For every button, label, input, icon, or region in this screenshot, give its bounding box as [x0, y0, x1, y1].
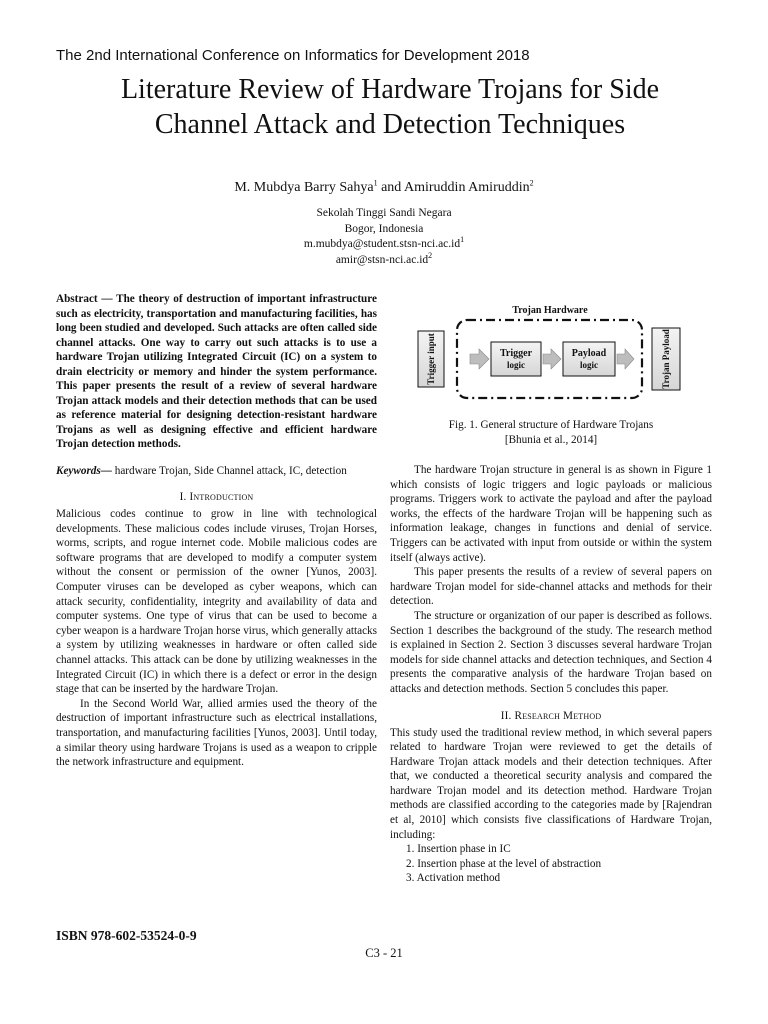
figure-hardware-trojan-structure: [412, 300, 688, 410]
right-column: [390, 463, 712, 886]
affiliation-location: Bogor, Indonesia: [344, 222, 424, 235]
conference-header: The 2nd International Conference on Informatics for Development 2018: [56, 47, 530, 64]
email-2-sup: 2: [428, 250, 433, 260]
list-item: 1. Insertion phase in IC: [406, 843, 511, 856]
list-item: 2. Insertion phase at the level of abstraction: [406, 857, 602, 870]
title-line-1: Literature Review of Hardware Trojans for Side: [120, 74, 660, 105]
authors: [0, 180, 768, 196]
keywords: [56, 464, 377, 479]
page-number: C3 - 21: [365, 946, 403, 960]
email-1-sup: 1: [460, 235, 465, 245]
section-heading-introduction: I. Introduction: [179, 491, 254, 503]
figure-caption: [390, 418, 712, 448]
author-1-sup: 1: [373, 178, 378, 188]
email-1-text: m.mubdya@student.stsn-nci.ac.id: [303, 238, 461, 250]
trigger-logic-label-1: Trigger: [499, 348, 533, 359]
trigger-input-label: Trigger input: [426, 333, 436, 385]
email-1: [0, 237, 768, 253]
author-2-sup: 2: [529, 178, 534, 188]
keywords-text: hardware Trojan, Side Channel attack, IC, detection: [111, 464, 347, 477]
arrow-to-output: [617, 349, 634, 369]
research-method-paragraph: This study used the traditional review method, in which several papers related to hardware Trojan were reviewed to get the details of Hardware Trojan attack models and their detection techniques. After that, we conducted a theoretical security analysis and compared the hardware Trojan model and its detection method. Hardware Trojan methods are classified according to the categories made by [Rajendran et al, 2010] which consists five classifications of Hardware Trojan, including:: [390, 726, 712, 841]
section-heading-research-method: II. Research Method: [500, 709, 602, 722]
trigger-logic-label-2: logic: [507, 360, 525, 370]
diagram-title: Trojan Hardware: [512, 305, 588, 316]
author-1: M. Mubdya Barry Sahya: [234, 180, 374, 195]
abstract: Abstract — The theory of destruction of important infrastructure such as electricity, transportation and manufacturing facilities, has long been studied and developed. Such attacks are often called side channel attacks. One way to carry out such attacks is to use a hardware Trojan utilizing Integrated Circuit (IC) on a system to drain electricity or memory and hinder the system performance. This paper presents the result of a review of several hardware Trojan attack models and their detection methods that can be used as reference material for designing detection-resistant hardware Trojans as well as designing effective and efficient hardware Trojan detection methods.: [56, 293, 377, 450]
arrow-to-payload: [543, 349, 561, 369]
caption-line-2: [Bhunia et al., 2014]: [504, 434, 598, 446]
affiliation-institution: Sekolah Tinggi Sandi Negara: [316, 207, 452, 219]
list-item: 3. Activation method: [406, 872, 501, 885]
right-paragraph-3: The structure or organization of our paper is described as follows. Section 1 describes the background of the study. The research method is explained in Section 2. Section 3 discusses several hardware Trojan models for side channel attacks and detection techniques, and Section 4 presents the comparative analysis of the hardware Trojan based on attacks and detection methods. Section 5 concludes this paper.: [390, 609, 712, 695]
paper-title: [40, 72, 740, 142]
trojan-structure-diagram: [412, 300, 688, 410]
email-2: [0, 250, 768, 269]
intro-paragraph-1: Malicious codes continue to grow in line with technological developments. These malicious codes include viruses, Trojan Horses, worms, scripts, and rogue internet code. Mobile malicious codes are software programs that are developed to modify a computer system without the consent or permission of the owner [Yunos, 2003]. Computer viruses can be developed as cyber weapons, which can attack security, confidentiality, integrity and availability of data and computer systems. One type of virus that can be used to become a cyber weapon is a hardware Trojan horse virus, which generally attacks a system by utilizing weaknesses in hardware or often called side channel attacks. This attack can be done by utilizing weaknesses in the Integrated Circuit (IC) in which there is a defect or error in the design stage that can be inserted by the hardware Trojan.: [56, 508, 377, 696]
author-2: and Amiruddin Amiruddin: [377, 180, 530, 195]
isbn: ISBN 978-602-53524-0-9: [56, 928, 197, 943]
right-paragraph-1: The hardware Trojan structure in general is as shown in Figure 1 which consists of logic triggers and logic payloads or malicious programs. Triggers work to activate the payload and after the payload works, the effects of the hardware Trojan will be happening such as information leakage, changes in functions and denial of service. Triggers can be activated with input from outside or within the system itself (always active).: [390, 464, 712, 564]
caption-line-1: Fig. 1. General structure of Hardware Trojans: [448, 419, 654, 431]
left-column: [56, 292, 377, 770]
keywords-label: Keywords—: [56, 464, 112, 477]
title-line-2: Channel Attack and Detection Techniques: [154, 109, 626, 140]
intro-paragraph-2: In the Second World War, allied armies used the theory of the destruction of important infrastructure such as electrical installations, transportation, and manufacturing facilities [Yunos, 2003]. Until today, a similar theory using hardware Trojans is used as a weapon to cripple the network infrastructure and equipment.: [56, 697, 377, 769]
affiliation: [0, 206, 768, 268]
classification-list: [390, 842, 712, 886]
trojan-payload-label: Trojan Payload: [661, 329, 671, 389]
right-paragraph-2: This paper presents the results of a review of several papers on hardware Trojan model for side-channel attacks and methods for their detection.: [390, 566, 712, 608]
payload-logic-label-1: Payload: [571, 348, 607, 359]
payload-logic-label-2: logic: [580, 360, 598, 370]
arrow-to-trigger: [470, 349, 489, 369]
email-2-text: amir@stsn-nci.ac.id: [335, 253, 429, 266]
